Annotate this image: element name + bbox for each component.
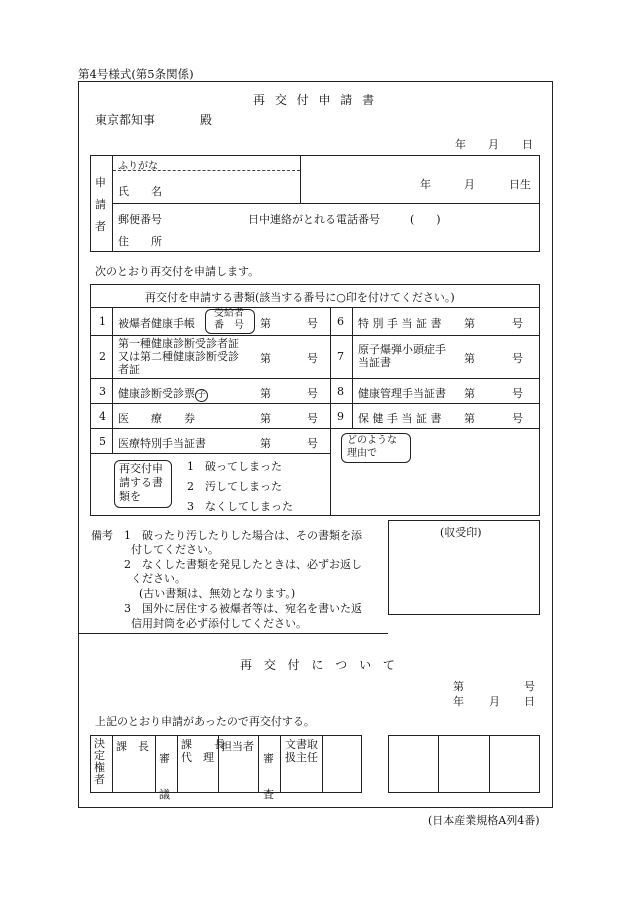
- notes-label: 備考: [91, 529, 113, 542]
- approval-bunsho: 文書取 扱主任: [285, 738, 318, 764]
- doc-1-go: 号: [307, 317, 318, 330]
- reissue-day: 日: [524, 695, 535, 708]
- approval-tanto: 担当者: [221, 740, 254, 753]
- furigana-label: ふりがな: [118, 161, 158, 172]
- reason-box-label: 再交付申 請する書 類を: [119, 462, 163, 503]
- doc-9-dai: 第: [464, 412, 475, 425]
- note-line-6: 3 国外に居住する被爆者等は、宛名を書いた返: [124, 602, 362, 615]
- doc-label-6: 特 別 手 当 証 書: [358, 317, 442, 330]
- doc-no-3: 3: [99, 385, 106, 398]
- intro-text: 次のとおり再交付を申請します。: [95, 265, 260, 278]
- doc-2-dai: 第: [260, 352, 271, 365]
- date-year-label: 年: [455, 138, 466, 151]
- reissue-title: 再 交 付 に つ い て: [240, 658, 399, 672]
- form-id: 第4号様式(第5条関係): [78, 67, 194, 81]
- doc-3-dai: 第: [260, 387, 271, 400]
- reissue-text: 上記のとおり申請があったので再交付する。: [95, 715, 315, 728]
- doc-no-9: 9: [337, 410, 344, 423]
- doc-8-dai: 第: [464, 387, 475, 400]
- doc-label-4: 医 療 券: [118, 412, 195, 425]
- doc-label-2: 第一種健康診断受診者証 又は第二種健康診断受診 者証: [118, 337, 239, 376]
- approval-shingi: 審 議: [159, 752, 170, 801]
- approval-kacho-dairi: 課 長 代 理: [181, 738, 225, 764]
- doc-6-dai: 第: [464, 317, 475, 330]
- doc-4-go: 号: [307, 412, 318, 425]
- doc-9-go: 号: [512, 412, 523, 425]
- addressee: 東京都知事: [95, 113, 156, 127]
- footer-standard: (日本産業規格A列4番): [428, 814, 540, 827]
- doc-5-dai: 第: [260, 437, 271, 450]
- why-label: どのような 理由で: [347, 435, 397, 459]
- address-label: 住 所: [118, 235, 162, 248]
- note-line-1: 1 破ったり汚したりした場合は、その書類を添: [124, 529, 362, 542]
- doc-5-go: 号: [307, 437, 318, 450]
- birth-year-label: 年: [420, 178, 431, 191]
- doc-7-go: 号: [512, 352, 523, 365]
- doc-no-4: 4: [99, 410, 106, 423]
- reason-option-2[interactable]: 2 汚してしまった: [187, 480, 282, 493]
- birth-day-label: 日生: [509, 178, 531, 191]
- doc-6-go: 号: [512, 317, 523, 330]
- date-month-label: 月: [488, 138, 499, 151]
- honorific: 殿: [200, 113, 213, 127]
- doc-label-3: 健康診断受診票 子: [118, 387, 206, 400]
- approval-shinsa: 審 査: [263, 752, 274, 801]
- doc-1-sub-label: 受給者 番 号: [214, 308, 244, 331]
- doc-no-5: 5: [99, 435, 106, 448]
- approval-kettei: 決 定 権 者: [94, 737, 105, 786]
- ko-circle-mark: 子: [196, 390, 206, 400]
- date-day-label: 日: [522, 138, 533, 151]
- receipt-stamp-label: (収受印): [440, 526, 482, 539]
- doc-label-5: 医療特別手当証書: [118, 437, 206, 450]
- doc-no-6: 6: [337, 315, 344, 328]
- doc-1-dai: 第: [260, 317, 271, 330]
- approval-kacho: 課 長: [116, 740, 149, 753]
- doc-no-7: 7: [337, 350, 344, 363]
- applicant-side-label: 申 請 者: [95, 176, 106, 233]
- reason-option-3[interactable]: 3 なくしてしまった: [187, 500, 293, 513]
- phone-paren: ( ): [410, 213, 441, 226]
- doc-no-8: 8: [337, 385, 344, 398]
- phone-label: 日中連絡がとれる電話番号: [248, 213, 380, 226]
- docs-header: 再交付を申請する書類(該当する番号に○印を付けてください。): [145, 291, 455, 304]
- reissue-year: 年: [453, 695, 464, 708]
- postal-code-label: 郵便番号: [118, 213, 162, 226]
- note-line-2: 付してください。: [131, 543, 219, 556]
- doc-label-9: 保 健 手 当 証 書: [358, 412, 442, 425]
- doc-label-1: 被爆者健康手帳: [118, 317, 195, 330]
- reissue-go: 号: [524, 680, 535, 693]
- doc-4-dai: 第: [260, 412, 271, 425]
- note-line-5: (古い書類は、無効となります。): [139, 587, 296, 600]
- note-line-4: ください。: [131, 572, 186, 585]
- name-label: 氏 名: [118, 185, 162, 198]
- doc-no-2: 2: [99, 350, 106, 363]
- doc-3-go: 号: [307, 387, 318, 400]
- reissue-month: 月: [489, 695, 500, 708]
- reason-option-1[interactable]: 1 破ってしまった: [187, 460, 282, 473]
- doc-8-go: 号: [512, 387, 523, 400]
- reissue-dai: 第: [453, 680, 464, 693]
- birth-month-label: 月: [464, 178, 475, 191]
- doc-label-7: 原子爆弾小頭症手 当証書: [358, 343, 446, 369]
- doc-label-8: 健康管理手当証書: [358, 387, 446, 400]
- form-title: 再 交 付 申 請 書: [253, 93, 378, 107]
- doc-7-dai: 第: [464, 352, 475, 365]
- doc-no-1: 1: [99, 315, 106, 328]
- note-line-7: 信用封筒を必ず添付してください。: [131, 617, 307, 630]
- note-line-3: 2 なくした書類を発見したときは、必ずお返し: [124, 558, 362, 571]
- doc-2-go: 号: [307, 352, 318, 365]
